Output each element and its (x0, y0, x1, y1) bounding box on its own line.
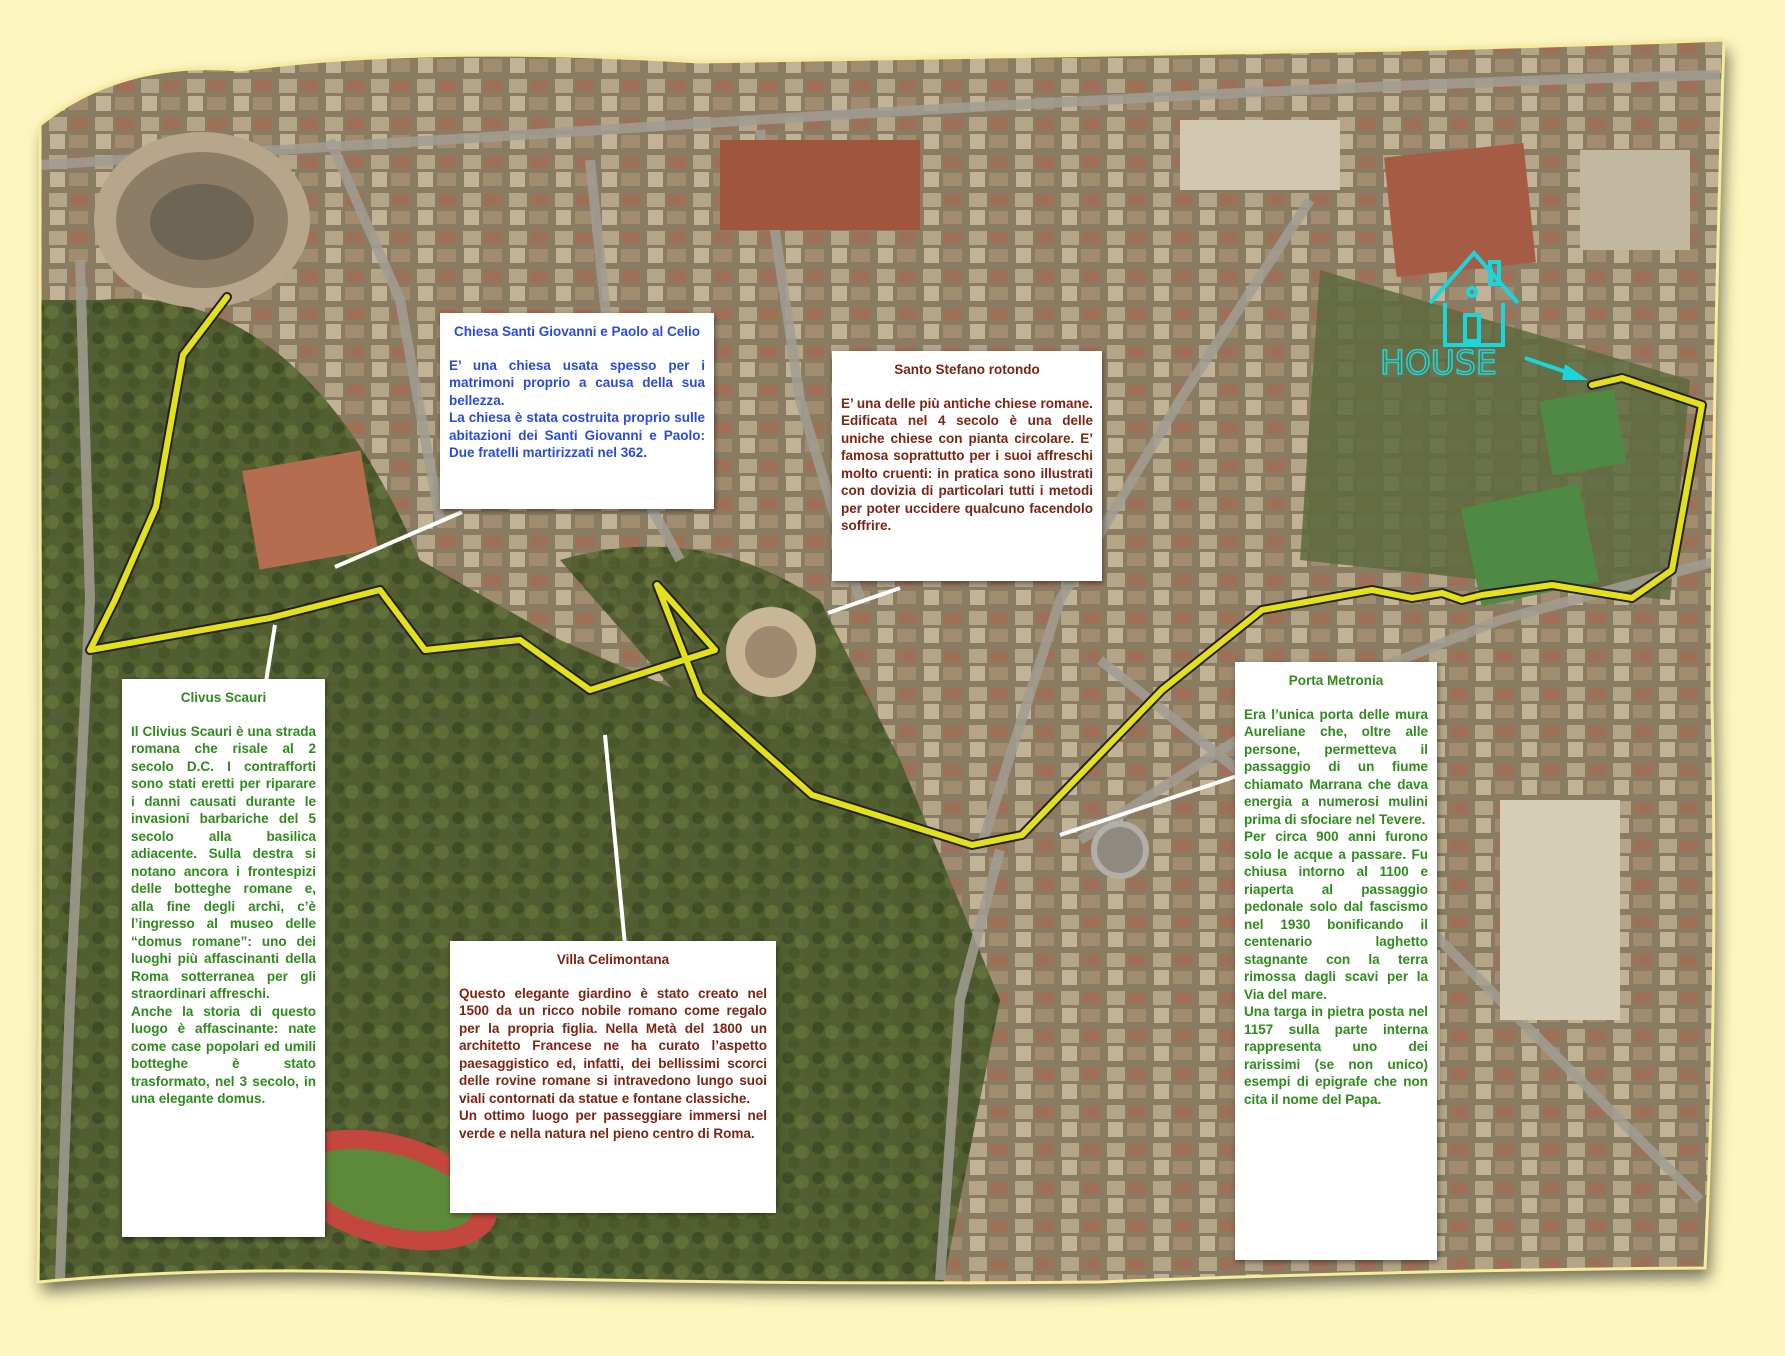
card-title: Clivus Scauri (180, 690, 267, 705)
card-santo-stefano (832, 351, 1102, 581)
card-text: Il Clivius Scauri è una strada romana che risale al 2 secolo D.C. I contrafforti sono stati eretti per riparare i danni causati durante le invasioni barbariche del 5 secolo alla basilica adiacente. Sulla destra si notano ancora i frontespizi delle botteghe romane e, alla fine degli archi, c’è l’ingresso al museo delle “domus romane”: uno dei luoghi più affascinanti della Roma sotterranea per gli straordinari affreschi. (131, 723, 316, 1001)
card-title: Chiesa Santi Giovanni e Paolo al Celio (453, 324, 701, 339)
card-text: Per circa 900 anni furono solo le acque a passare. Fu chiusa intorno al 1100 e riaperta al passaggio pedonale solo dal fascismo nel 1930 bonificando il centenario laghetto stagnante con la terra rimossa dagli scavi per la Via del mare. (1244, 829, 1428, 1002)
house-label-text (1378, 345, 1528, 379)
card-text: Era l’unica porta delle mura Aureliane che, oltre alle persone, permetteva il passaggio di un fiume chiamato Marrana che dava energia a numerosi mulini prima di sfociare nel Tevere. (1244, 706, 1428, 827)
card-text: Anche la storia di questo luogo è affascinante: nate come case popolari ed umili botteghe è stato trasformato, nel 3 secolo, in una elegante domus. (131, 1003, 316, 1106)
svg-text:HOUSE: HOUSE (1380, 345, 1497, 379)
card-text: E’ una chiesa usata spesso per i matrimoni proprio a causa della sua bellezza. (449, 357, 705, 408)
card-text: Questo elegante giardino è stato creato nel 1500 da un ricco nobile romano come regalo per la propria figlia. Nella Metà del 1800 un architetto Francese ne ha curato l’aspetto paesaggistico ed, infatti, dei bellissimi scorci delle rovine romane si intravedono lungo suoi viali contornati da statue e fontane classiche. (459, 985, 767, 1106)
card-title: Villa Celimontana (556, 952, 670, 967)
card-clivus-scauri (122, 679, 325, 1237)
card-text: La chiesa è stata costruita proprio sulle abitazioni dei Santi Giovanni e Paolo: Due fratelli martirizzati nel 362. (449, 410, 705, 460)
card-chiesa (440, 313, 714, 509)
card-villa-celimontana (450, 941, 776, 1213)
card-title: Porta Metronia (1288, 673, 1384, 688)
card-porta-metronia (1235, 662, 1437, 1260)
card-text: Un ottimo luogo per passeggiare immersi nel verde e nella natura nel pieno centro di Roma. (459, 1108, 767, 1141)
card-text: Una targa in pietra posta nel 1157 sulla parte interna rappresenta uno dei rarissimi (se non unico) esempi di epigrafe che non cita il nome del Papa. (1244, 1004, 1428, 1107)
card-text: E’ una delle più antiche chiese romane. Edificata nel 4 secolo è una delle uniche chiese con pianta circolare. E’ famosa soprattutto per i suoi affreschi molto cruenti: in pratica sono illustrati con dovizia di particolari tutti i metodi per poter uccidere qualcuno facendolo soffrire. (841, 395, 1093, 533)
card-title: Santo Stefano rotondo (894, 362, 1040, 377)
